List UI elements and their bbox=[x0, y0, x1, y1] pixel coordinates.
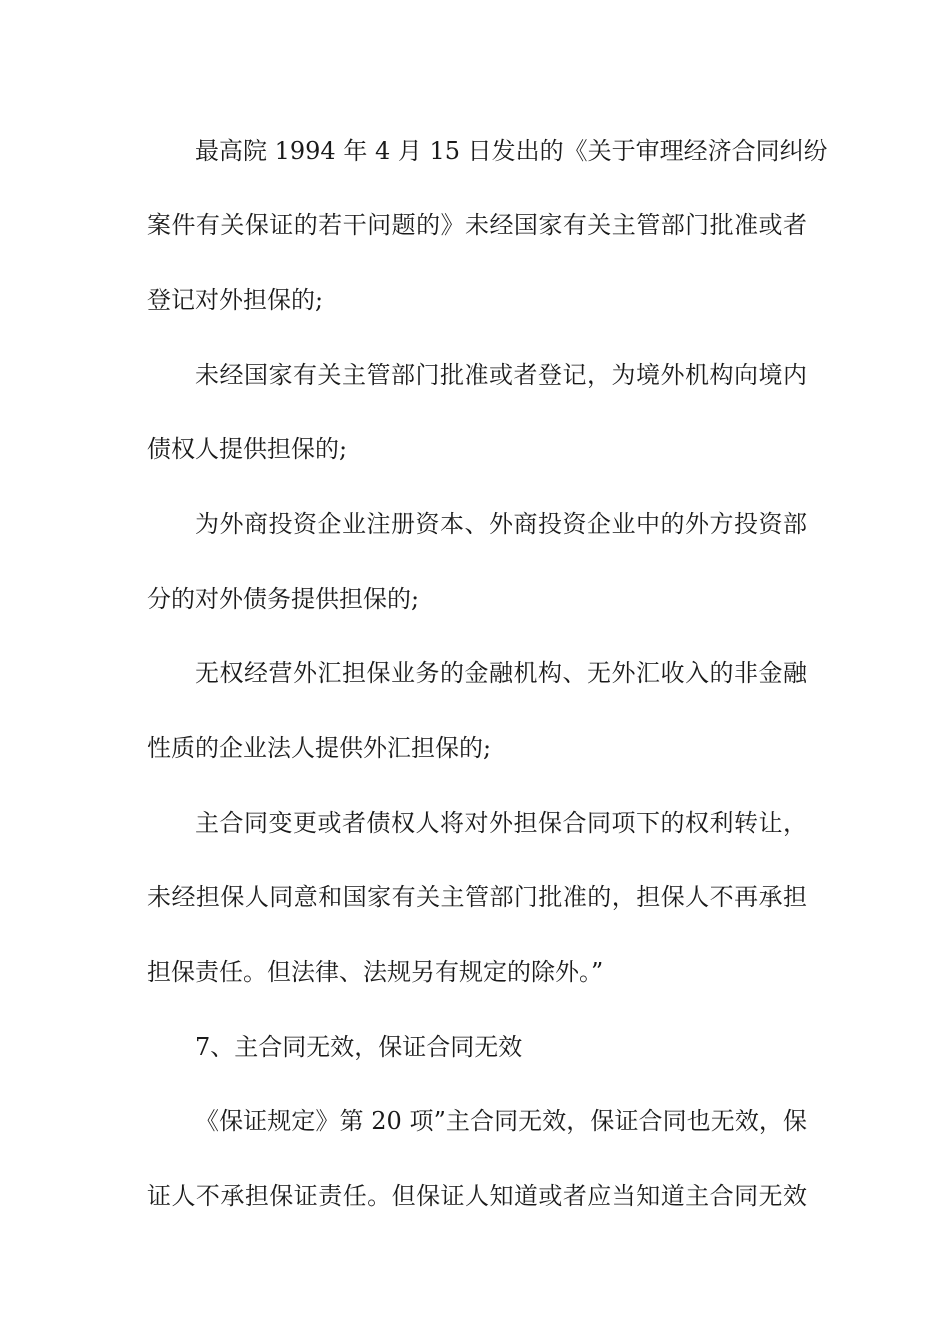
paragraph-6-line-1: 《保证规定》第 20 项”主合同无效，保证合同也无效，保 bbox=[195, 1107, 807, 1135]
paragraph-2-line-2: 债权人提供担保的; bbox=[147, 435, 348, 463]
paragraph-1-line-2: 案件有关保证的若干问题的》未经国家有关主管部门批准或者 bbox=[147, 211, 807, 239]
paragraph-2-line-1: 未经国家有关主管部门批准或者登记，为境外机构向境内 bbox=[195, 361, 807, 389]
paragraph-3-line-1: 为外商投资企业注册资本、外商投资企业中的外方投资部 bbox=[195, 510, 807, 538]
paragraph-5-line-1: 主合同变更或者债权人将对外担保合同项下的权利转让， bbox=[195, 809, 807, 837]
section-heading: 7、主合同无效，保证合同无效 bbox=[195, 1033, 523, 1061]
paragraph-1-line-1: 最高院 1994 年 4 月 15 日发出的《关于审理经济合同纠纷 bbox=[195, 137, 828, 165]
paragraph-5-line-2: 未经担保人同意和国家有关主管部门批准的，担保人不再承担 bbox=[147, 883, 807, 911]
paragraph-6-line-2: 证人不承担保证责任。但保证人知道或者应当知道主合同无效 bbox=[147, 1182, 807, 1210]
paragraph-5-line-3: 担保责任。但法律、法规另有规定的除外。” bbox=[147, 958, 604, 986]
paragraph-4-line-1: 无权经营外汇担保业务的金融机构、无外汇收入的非金融 bbox=[195, 659, 807, 687]
paragraph-3-line-2: 分的对外债务提供担保的; bbox=[147, 585, 420, 613]
paragraph-1-line-3: 登记对外担保的; bbox=[147, 286, 324, 314]
paragraph-4-line-2: 性质的企业法人提供外汇担保的; bbox=[147, 734, 492, 762]
